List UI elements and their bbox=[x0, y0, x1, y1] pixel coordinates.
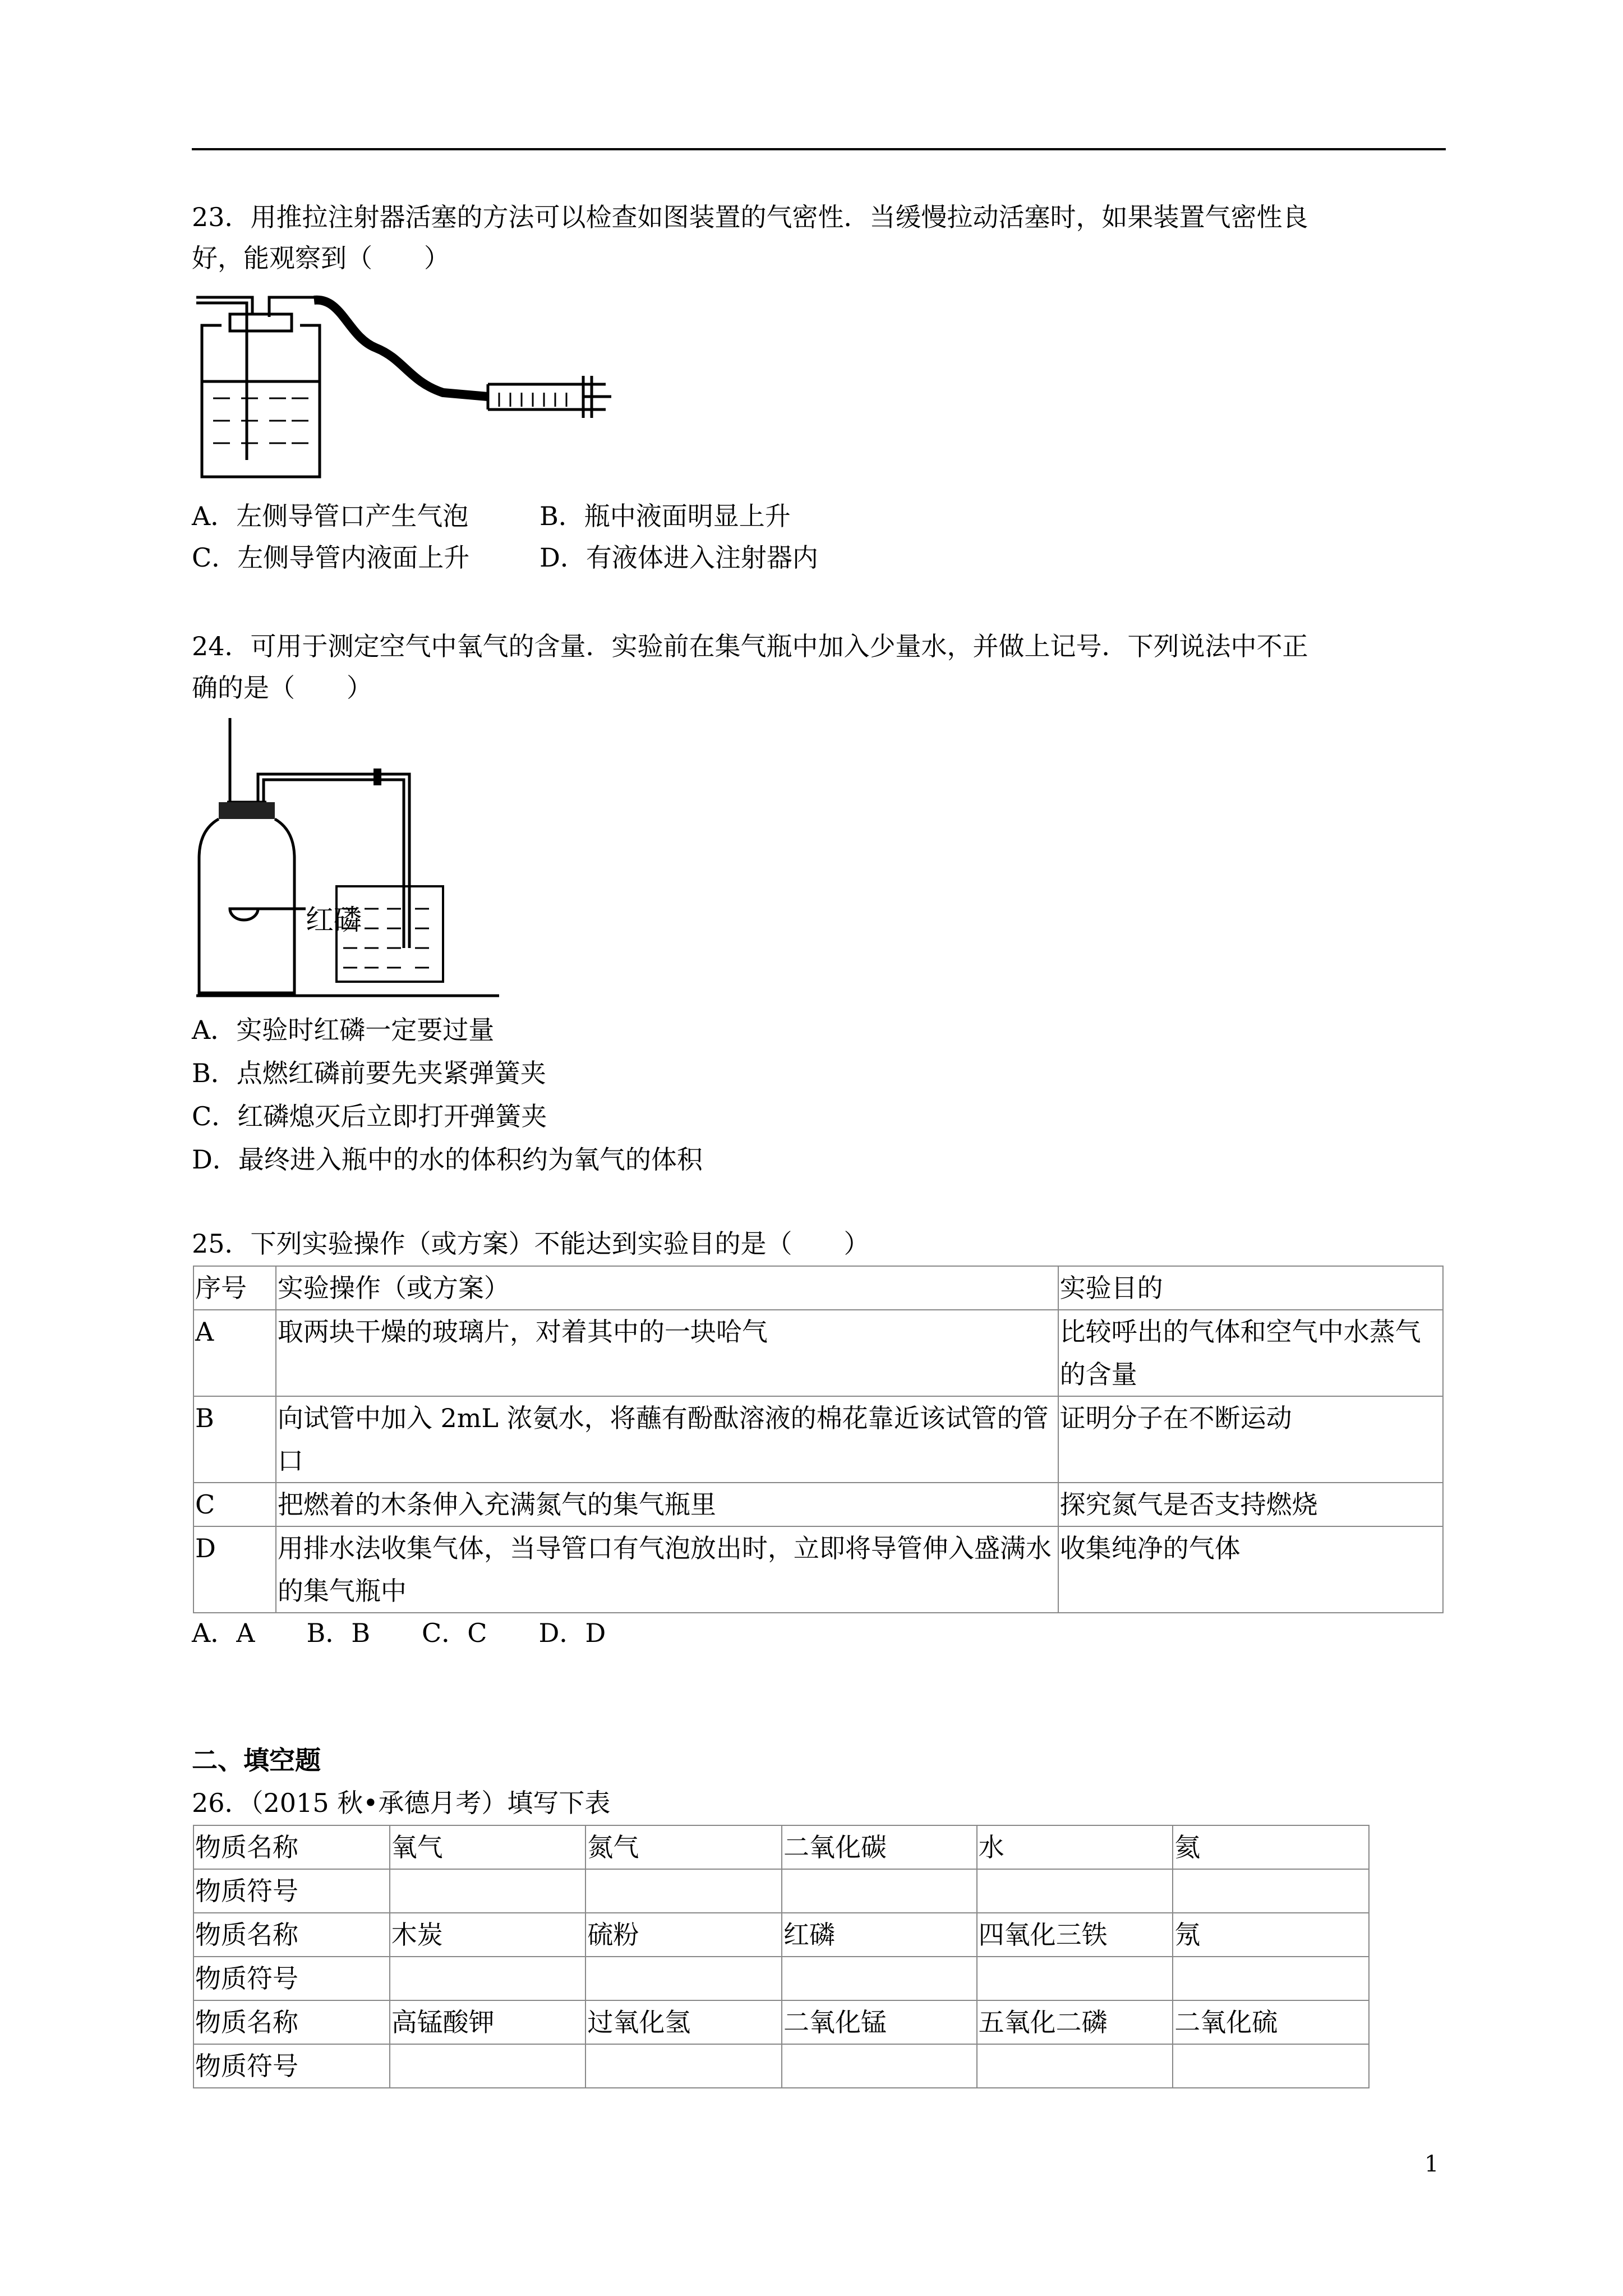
q24-option-c: C．红磷熄灭后立即打开弹簧夹 bbox=[192, 1101, 547, 1131]
q23-option-d: D．有液体进入注射器内 bbox=[540, 542, 818, 573]
cell: 收集纯净的气体 bbox=[1058, 1526, 1443, 1613]
table-row bbox=[193, 1483, 1443, 1526]
cell: 四氧化三铁 bbox=[977, 1913, 1173, 1957]
cell: 比较呼出的气体和空气中水蒸气的含量 bbox=[1058, 1310, 1443, 1396]
cell: 向试管中加入 2mL 浓氨水，将蘸有酚酞溶液的棉花靠近该试管的管口 bbox=[276, 1396, 1058, 1483]
q25-answer-options: A．A B．B C．C D．D bbox=[192, 1618, 606, 1648]
red-phosphorus-label: 红磷 bbox=[306, 904, 362, 936]
cell[interactable] bbox=[390, 1957, 586, 2000]
cell: 证明分子在不断运动 bbox=[1058, 1396, 1443, 1483]
cell: 红磷 bbox=[782, 1913, 977, 1957]
row-label-cell: 物质名称 bbox=[193, 2000, 390, 2044]
cell: 氮气 bbox=[585, 1825, 782, 1869]
header-cell: 序号 bbox=[193, 1266, 276, 1310]
cell[interactable] bbox=[977, 2044, 1173, 2088]
q24-stem-line2: 确的是（ ） bbox=[192, 673, 372, 703]
q25-stem: 25．下列实验操作（或方案）不能达到实验目的是（ ） bbox=[192, 1228, 870, 1259]
q26-table bbox=[193, 1825, 1370, 2088]
cell[interactable] bbox=[977, 1869, 1173, 1913]
q23-stem-line2: 好，能观察到（ ） bbox=[192, 243, 450, 273]
q24-option-b: B．点燃红磷前要先夹紧弹簧夹 bbox=[192, 1058, 546, 1088]
q24-stem-line1: 24．可用于测定空气中氧气的含量．实验前在集气瓶中加入少量水，并做上记号．下列说法中不正 bbox=[192, 631, 1308, 661]
table-row bbox=[193, 1957, 1369, 2000]
cell: D bbox=[193, 1526, 276, 1613]
cell[interactable] bbox=[585, 2044, 782, 2088]
row-label-cell: 物质名称 bbox=[193, 1825, 390, 1869]
table-row bbox=[193, 1869, 1369, 1913]
cell: 木炭 bbox=[390, 1913, 586, 1957]
cell[interactable] bbox=[585, 1957, 782, 2000]
cell[interactable] bbox=[390, 1869, 586, 1913]
cell: 把燃着的木条伸入充满氮气的集气瓶里 bbox=[276, 1483, 1058, 1526]
table-row bbox=[193, 1310, 1443, 1396]
cell: B bbox=[193, 1396, 276, 1483]
q23-stem-line1: 23．用推拉注射器活塞的方法可以检查如图装置的气密性．当缓慢拉动活塞时，如果装置气密性良 bbox=[192, 202, 1308, 232]
cell: 硫粉 bbox=[585, 1913, 782, 1957]
header-cell: 实验操作（或方案） bbox=[276, 1266, 1058, 1310]
table-header-row bbox=[193, 1266, 1443, 1310]
syringe-apparatus-figure bbox=[196, 292, 611, 482]
table-row bbox=[193, 1913, 1369, 1957]
cell[interactable] bbox=[782, 2044, 977, 2088]
cell: 探究氮气是否支持燃烧 bbox=[1058, 1483, 1443, 1526]
cell[interactable] bbox=[782, 1957, 977, 2000]
cell: 过氧化氢 bbox=[585, 2000, 782, 2044]
cell[interactable] bbox=[782, 1869, 977, 1913]
cell: 二氧化硫 bbox=[1173, 2000, 1369, 2044]
cell[interactable] bbox=[1173, 2044, 1369, 2088]
cell[interactable] bbox=[977, 1957, 1173, 2000]
cell: 五氧化二磷 bbox=[977, 2000, 1173, 2044]
red-phosphorus-apparatus-figure bbox=[196, 718, 510, 999]
q26-stem: 26．（2015 秋•承德月考）填写下表 bbox=[192, 1788, 611, 1818]
cell: 氖 bbox=[1173, 1913, 1369, 1957]
q24-option-a: A．实验时红磷一定要过量 bbox=[192, 1015, 495, 1045]
table-row bbox=[193, 2044, 1369, 2088]
q23-option-b: B．瓶中液面明显上升 bbox=[540, 501, 791, 531]
cell[interactable] bbox=[390, 2044, 586, 2088]
cell: 氦 bbox=[1173, 1825, 1369, 1869]
row-label-cell: 物质名称 bbox=[193, 1913, 390, 1957]
cell: C bbox=[193, 1483, 276, 1526]
cell[interactable] bbox=[1173, 1869, 1369, 1913]
table-row bbox=[193, 1396, 1443, 1483]
cell[interactable] bbox=[585, 1869, 782, 1913]
header-cell: 实验目的 bbox=[1058, 1266, 1443, 1310]
table-row bbox=[193, 1526, 1443, 1613]
cell: 二氧化碳 bbox=[782, 1825, 977, 1869]
cell: 二氧化锰 bbox=[782, 2000, 977, 2044]
q23-option-a: A．左侧导管口产生气泡 bbox=[192, 501, 469, 531]
table-row bbox=[193, 2000, 1369, 2044]
section-heading: 二、填空题 bbox=[192, 1745, 321, 1775]
row-label-cell: 物质符号 bbox=[193, 2044, 390, 2088]
q23-option-c: C．左侧导管内液面上升 bbox=[192, 542, 470, 573]
cell: A bbox=[193, 1310, 276, 1396]
row-label-cell: 物质符号 bbox=[193, 1957, 390, 2000]
cell: 取两块干燥的玻璃片，对着其中的一块哈气 bbox=[276, 1310, 1058, 1396]
cell: 高锰酸钾 bbox=[390, 2000, 586, 2044]
row-label-cell: 物质符号 bbox=[193, 1869, 390, 1913]
q25-table bbox=[193, 1266, 1444, 1613]
cell: 氧气 bbox=[390, 1825, 586, 1869]
cell: 水 bbox=[977, 1825, 1173, 1869]
header-rule bbox=[192, 148, 1446, 150]
cell[interactable] bbox=[1173, 1957, 1369, 2000]
q24-option-d: D．最终进入瓶中的水的体积约为氧气的体积 bbox=[192, 1144, 703, 1175]
table-row bbox=[193, 1825, 1369, 1869]
page-number: 1 bbox=[1424, 2151, 1439, 2177]
cell: 用排水法收集气体，当导管口有气泡放出时，立即将导管伸入盛满水的集气瓶中 bbox=[276, 1526, 1058, 1613]
